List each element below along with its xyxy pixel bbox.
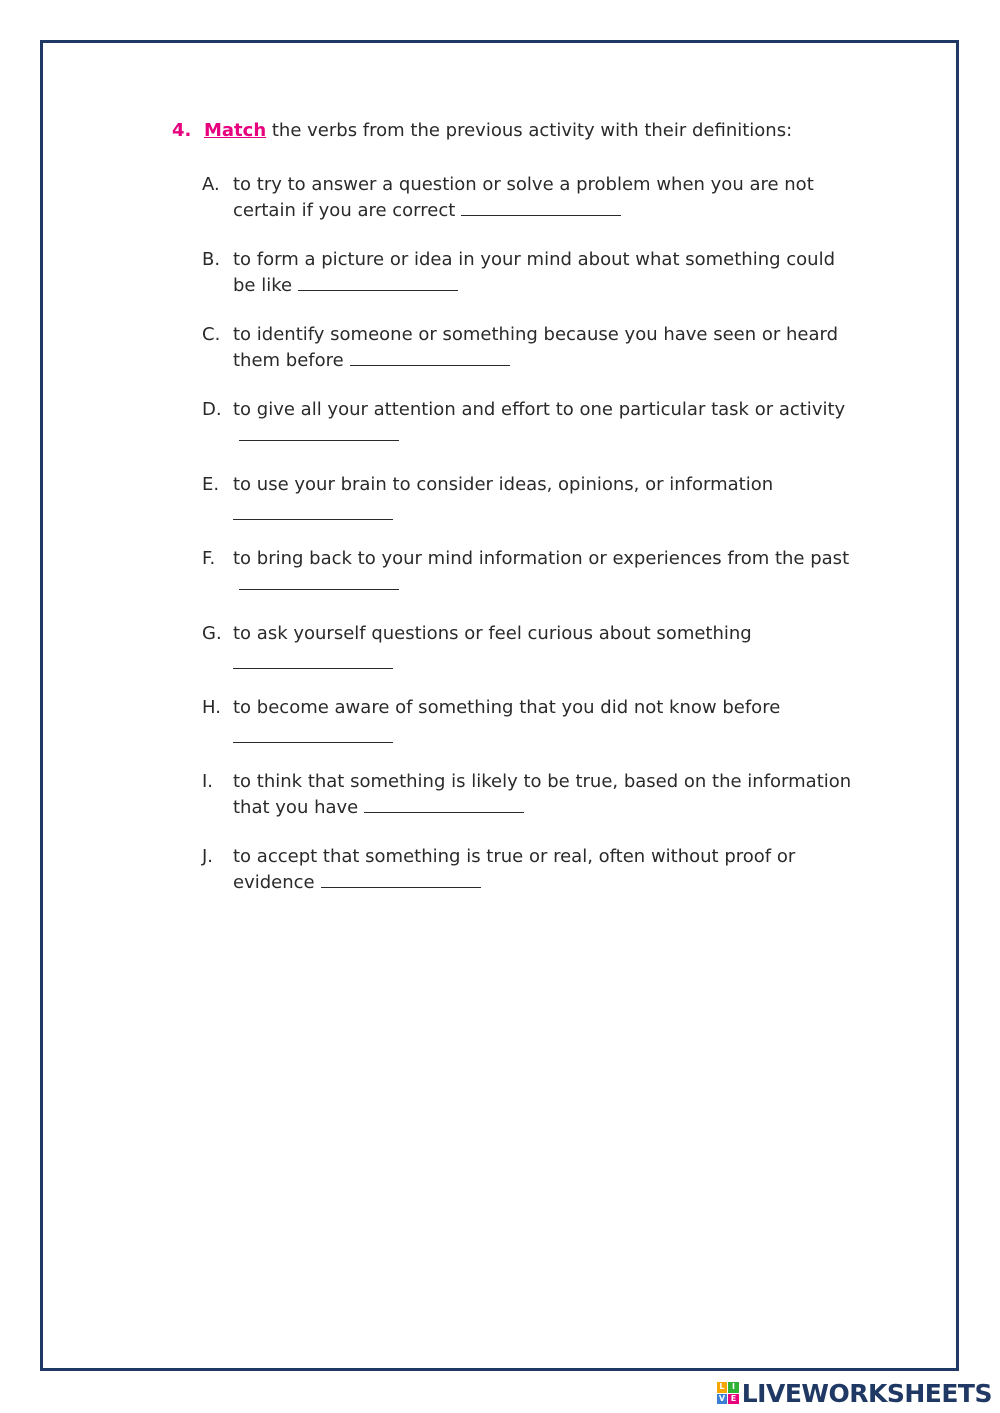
definition-item bbox=[202, 247, 862, 298]
answer-blank[interactable] bbox=[298, 272, 458, 291]
question-keyword: Match bbox=[204, 120, 267, 141]
definition-letter: C. bbox=[202, 324, 221, 345]
definition-text: to try to answer a question or solve a problem when you are not certain if you are correct bbox=[233, 174, 814, 221]
logo-mark-letter: L bbox=[717, 1382, 728, 1393]
answer-blank[interactable] bbox=[350, 347, 510, 366]
definition-letter: J. bbox=[202, 846, 214, 867]
definition-text: to think that something is likely to be true, based on the information that you have bbox=[233, 771, 852, 818]
definition-item bbox=[202, 621, 862, 671]
logo-mark-letter: V bbox=[717, 1394, 728, 1405]
definition-letter: A. bbox=[202, 174, 220, 195]
definition-item bbox=[202, 397, 862, 448]
logo-brand-text: LIVEWORKSHEETS bbox=[741, 1378, 992, 1408]
answer-blank[interactable] bbox=[239, 422, 399, 441]
definition-item bbox=[202, 769, 862, 820]
answer-blank[interactable] bbox=[233, 720, 393, 743]
definition-letter: D. bbox=[202, 399, 222, 420]
definition-item bbox=[202, 546, 862, 597]
definition-text: to accept that something is true or real, often without proof or evidence bbox=[233, 846, 796, 893]
definitions-list bbox=[202, 172, 862, 919]
definition-text: to form a picture or idea in your mind about what something could be like bbox=[233, 249, 835, 296]
question-heading bbox=[172, 118, 872, 144]
definition-letter: I. bbox=[202, 771, 214, 792]
definition-text: to bring back to your mind information or experiences from the past bbox=[233, 548, 850, 569]
answer-blank[interactable] bbox=[461, 197, 621, 216]
answer-blank[interactable] bbox=[364, 794, 524, 813]
definition-item bbox=[202, 172, 862, 223]
definition-letter: E. bbox=[202, 474, 220, 495]
definition-letter: B. bbox=[202, 249, 221, 270]
definition-letter: F. bbox=[202, 548, 216, 569]
logo-mark-icon bbox=[717, 1382, 739, 1404]
definition-letter: H. bbox=[202, 697, 221, 718]
question-number: 4. bbox=[172, 120, 192, 141]
logo-mark-letter: I bbox=[728, 1382, 739, 1393]
definition-item bbox=[202, 695, 862, 745]
definition-text: to give all your attention and effort to one particular task or activity bbox=[233, 399, 846, 420]
definition-item bbox=[202, 322, 862, 373]
answer-blank[interactable] bbox=[233, 497, 393, 520]
liveworksheets-logo bbox=[717, 1379, 992, 1407]
answer-blank[interactable] bbox=[233, 646, 393, 669]
definition-item bbox=[202, 844, 862, 895]
definition-item bbox=[202, 472, 862, 522]
definition-text: to ask yourself questions or feel curious about something bbox=[233, 623, 752, 644]
answer-blank[interactable] bbox=[239, 571, 399, 590]
question-instruction: the verbs from the previous activity with their definitions: bbox=[266, 120, 793, 141]
answer-blank[interactable] bbox=[321, 869, 481, 888]
logo-mark-letter: E bbox=[728, 1394, 739, 1405]
definition-text: to become aware of something that you did not know before bbox=[233, 697, 781, 718]
definition-text: to use your brain to consider ideas, opinions, or information bbox=[233, 474, 774, 495]
definition-text: to identify someone or something because you have seen or heard them before bbox=[233, 324, 839, 371]
definition-letter: G. bbox=[202, 623, 222, 644]
